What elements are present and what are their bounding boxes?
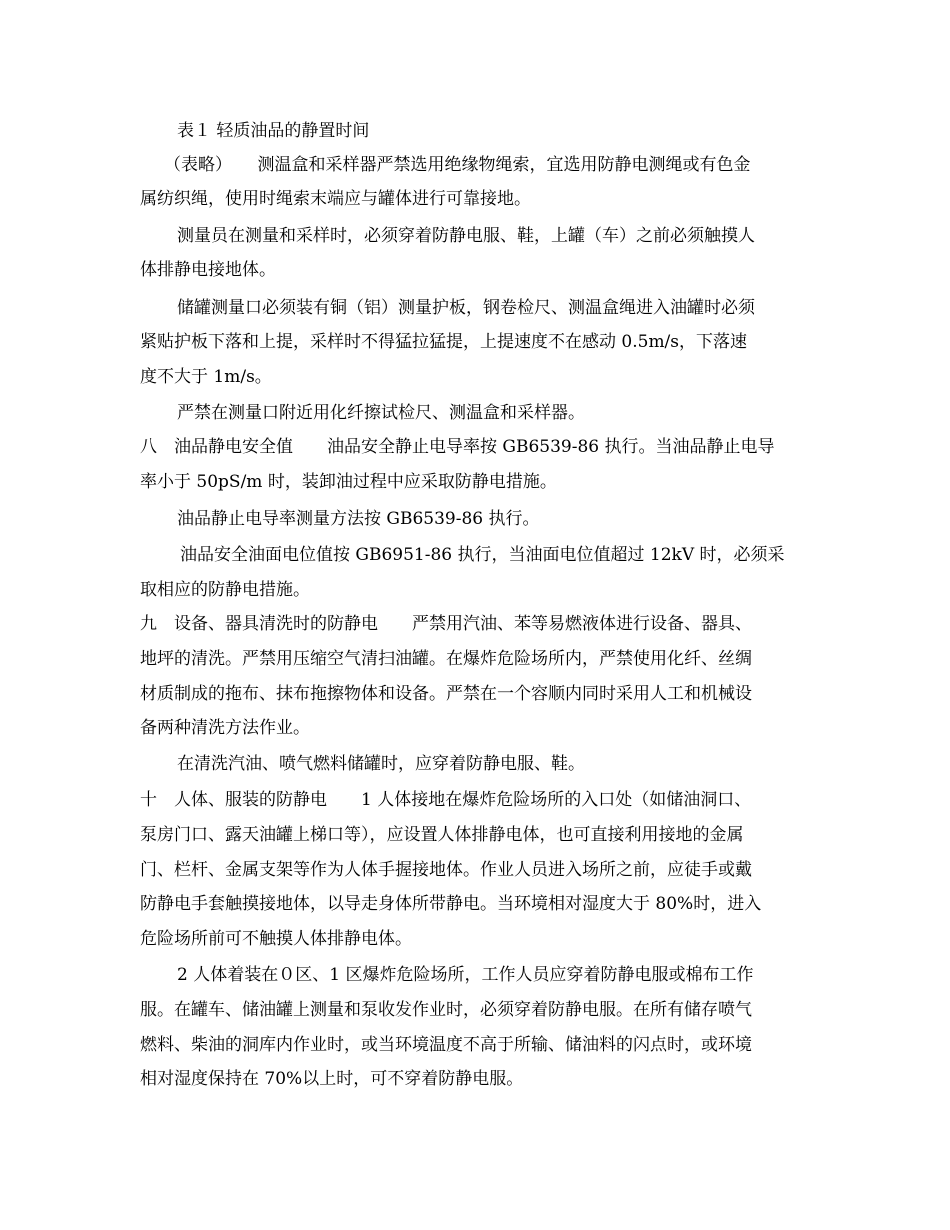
paragraph-line: 率小于 50pS/m 时，装卸油过程中应采取防静电措施。	[140, 472, 557, 492]
paragraph-line: 材质制成的拖布、抹布拖擦物体和设备。严禁在一个容顺内同时采用人工和机械设	[140, 684, 752, 704]
paragraph-line: 备两种清洗方法作业。	[140, 718, 310, 738]
paragraph-line: 属纺织绳，使用时绳索末端应与罐体进行可靠接地。	[140, 189, 531, 209]
paragraph-line: 门、栏杆、金属支架等作为人体手握接地体。作业人员进入场所之前，应徒手或戴	[140, 860, 752, 880]
paragraph-line: 危险场所前可不触摸人体排静电体。	[140, 929, 412, 949]
paragraph-line: 2 人体着装在０区、1 区爆炸危险场所，工作人员应穿着防静电服或棉布工作	[177, 965, 754, 985]
paragraph-line: 紧贴护板下落和上提，采样时不得猛拉猛提，上提速度不在感动 0.5m/s，下落速	[140, 332, 748, 352]
paragraph-line: 相对湿度保持在 70%以上时，可不穿着防静电服。	[140, 1069, 524, 1089]
paragraph-line: 测量员在测量和采样时，必须穿着防静电服、鞋，上罐（车）之前必须触摸人	[177, 226, 755, 246]
paragraph-line: 度不大于 1m/s。	[140, 367, 272, 387]
paragraph-line: 储罐测量口必须装有铜（铝）测量护板，钢卷检尺、测温盒绳进入油罐时必须	[177, 298, 755, 318]
paragraph-line: 油品安全油面电位值按 GB6951-86 执行，当油面电位值超过 12kV 时，必须采	[180, 545, 785, 565]
section-heading-ten: 十 人体、服装的防静电 1 人体接地在爆炸危险场所的入口处（如储油洞口、	[140, 790, 752, 810]
paragraph-line: 严禁在测量口附近用化纤擦试检尺、测温盒和采样器。	[177, 403, 585, 423]
paragraph-line: 泵房门口、露天油罐上梯口等），应设置人体排静电体，也可直接利用接地的金属	[140, 825, 744, 845]
paragraph-line: 油品静止电导率测量方法按 GB6539-86 执行。	[177, 509, 540, 529]
section-heading-nine: 九 设备、器具清洗时的防静电 严禁用汽油、苯等易燃液体进行设备、器具、	[140, 614, 752, 634]
paragraph-line: 在清洗汽油、喷气燃料储罐时，应穿着防静电服、鞋。	[177, 754, 585, 774]
paragraph-line: 取相应的防静电措施。	[140, 580, 310, 600]
paragraph-line: （表略） 测温盒和采样器严禁选用绝缘物绳索，宜选用防静电测绳或有色金	[164, 155, 751, 175]
paragraph-line: 防静电手套触摸接地体，以导走身体所带静电。当环境相对湿度大于 80%时，进入	[140, 894, 762, 914]
paragraph-line: 服。在罐车、储油罐上测量和泵收发作业时，必须穿着防静电服。在所有储存喷气	[140, 1000, 752, 1020]
table-caption: 表１ 轻质油品的静置时间	[177, 121, 370, 141]
section-heading-eight: 八 油品静电安全值 油品安全静止电导率按 GB6539-86 执行。当油品静止电导	[140, 437, 775, 457]
paragraph-line: 燃料、柴油的洞库内作业时，或当环境温度不高于所输、储油料的闪点时，或环境	[140, 1035, 752, 1055]
paragraph-line: 地坪的清洗。严禁用压缩空气清扫油罐。在爆炸危险场所内，严禁使用化纤、丝绸	[140, 649, 752, 669]
paragraph-line: 体排静电接地体。	[140, 260, 276, 280]
